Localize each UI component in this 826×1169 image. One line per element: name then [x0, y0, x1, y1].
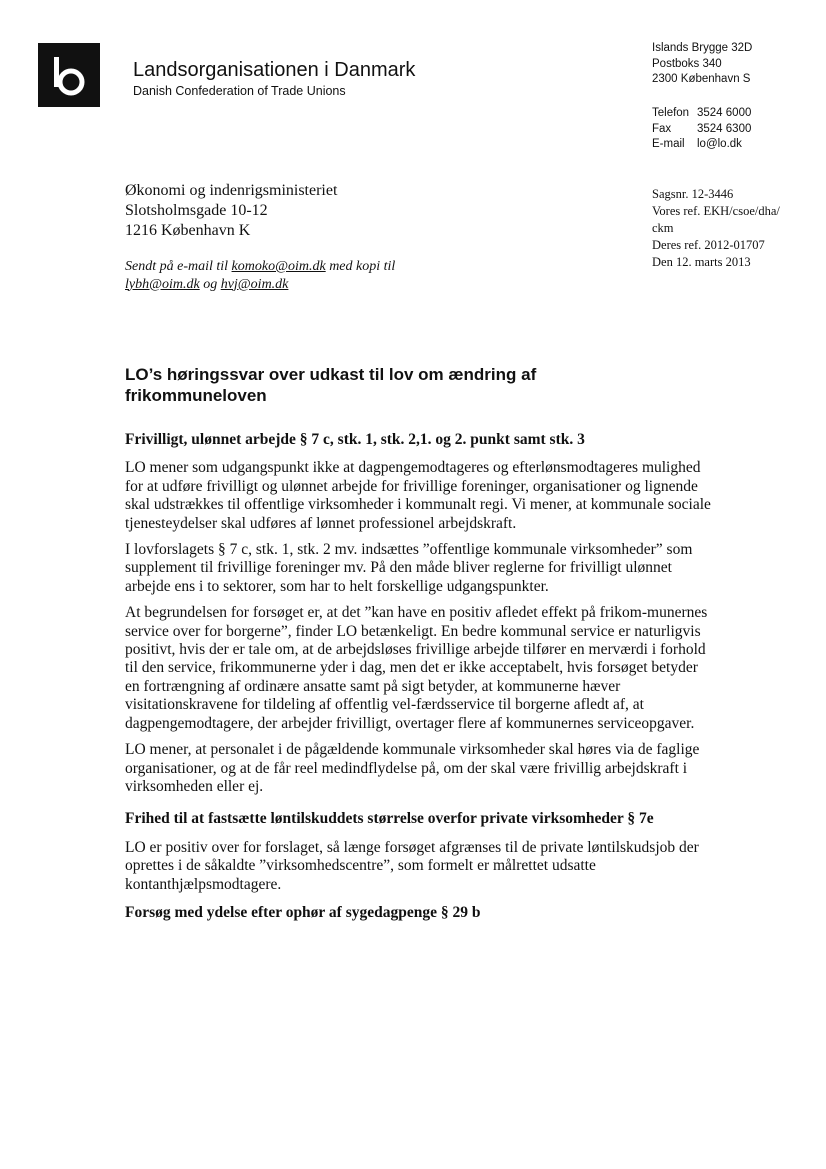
sender-address — [652, 41, 752, 88]
paragraph: I lovforslagets § 7 c, stk. 1, stk. 2 mv. indsættes ”offentlige kommunale virksomheder” som supplement til frivillige foreninger mv. På den måde bliver reglerne for frivilligt ulønnet arbejde ens i to sektorer, som har to helt forskellige udgangspunkter. — [125, 541, 693, 595]
section-heading: Frivilligt, ulønnet arbejde § 7 c, stk. 1, stk. 2,1. og 2. punkt samt stk. 3 — [125, 431, 585, 448]
phone-label: Telefon — [652, 107, 690, 119]
section-heading: Forsøg med ydelse efter ophør af sygedagpenge § 29 b — [125, 903, 481, 921]
section-heading: Frihed til at fastsætte løntilskuddets størrelse overfor private virksomheder § 7e — [125, 810, 654, 828]
paragraph: LO mener som udgangspunkt ikke at dagpengemodtageres og efterlønsmodtageres mulighed for at udføre frivilligt og ulønnet arbejde for frivillige foreninger, organisationer og lignende skal udstrækkes til offentlige virksomheder i kommunalt regi. Vi mener, at kommunale sociale tjenesteydelser skal udføres af lønnet professionel arbejdskraft. — [125, 459, 711, 532]
sent-and: og — [199, 276, 221, 292]
your-reference: Deres ref. 2012-01707 — [652, 238, 765, 252]
organization-name: Landsorganisationen i Danmark — [133, 59, 416, 81]
paragraph: LO er positiv over for forslaget, så længe forsøget afgrænses til de private løntilskudsjob der oprettes i de såkaldte ”virksomhedscentre”, som formelt er målrettet udsatte kontanthjælpsmodtagere. — [125, 838, 699, 893]
email-link-lybh[interactable]: lybh@oim.dk — [125, 276, 200, 292]
our-reference-cont: ckm — [652, 221, 674, 235]
email-link-hvj[interactable]: hvj@oim.dk — [220, 276, 289, 292]
sent-mid: med kopi til — [325, 259, 396, 274]
address-line: Postboks 340 — [652, 57, 722, 70]
lo-logo-mark — [38, 43, 100, 107]
email-link-komoko[interactable]: komoko@oim.dk — [231, 259, 326, 274]
recipient-line: 1216 København K — [125, 222, 251, 239]
letter-date: Den 12. marts 2013 — [652, 255, 751, 269]
paragraph: At begrundelsen for forsøget er, at det ”kan have en positiv afledet effekt på frikom-munernes service over for borgerne”, finder LO betænkeligt. En bedre kommunal service er naturligvis positivt, hvis der er tale om, at de arbejdsløses frivillige arbejde tilfører en merværdi i forhold til den service, frikommunerne yder i dag, men det er ikke acceptabelt, hvis forsøget betyder en fortrængning af ordinære ansatte samt på sigt betyder, at kommunerne hæver visitationskravene for tildeling af offentlig vel-færdsservice til borgerne afledt af, at dagpengemodtagere, der arbejder frivilligt, overtager flere af kommunernes serviceopgaver. — [125, 604, 708, 732]
phone-value: 3524 6000 — [697, 107, 752, 119]
document-body — [125, 431, 715, 932]
fax-label: Fax — [652, 122, 672, 135]
reference-block — [652, 186, 780, 271]
address-line: 2300 København S — [652, 73, 751, 85]
sender-contact — [652, 106, 751, 153]
email-label: E-mail — [652, 138, 685, 150]
recipient-line: Økonomi og indenrigsministeriet — [125, 182, 338, 199]
lo-logo — [38, 43, 100, 107]
document-title: LO’s høringssvar over udkast til lov om ændring af frikommuneloven — [125, 365, 537, 405]
email-row — [652, 137, 751, 153]
recipient-line: Slotsholmsgade 10-12 — [125, 202, 268, 219]
our-reference: Vores ref. EKH/csoe/dha/ — [652, 204, 780, 218]
fax-value: 3524 6300 — [697, 122, 752, 135]
organization-subtitle: Danish Confederation of Trade Unions — [133, 84, 346, 98]
phone-row — [652, 106, 751, 122]
sent-by-email-note — [125, 258, 455, 293]
fax-row — [652, 122, 751, 138]
paragraph: LO mener, at personalet i de pågældende kommunale virksomheder skal høres via de faglige organisationer, og at de får reel medindflydelse på, om der skal være frivillig arbejdskraft i virksomheden eller ej. — [125, 741, 700, 795]
case-number: Sagsnr. 12-3446 — [652, 187, 734, 201]
recipient-address — [125, 181, 337, 241]
email-value: lo@lo.dk — [697, 138, 742, 150]
sent-prefix: Sendt på e-mail til — [125, 259, 232, 274]
address-line: Islands Brygge 32D — [652, 42, 753, 54]
